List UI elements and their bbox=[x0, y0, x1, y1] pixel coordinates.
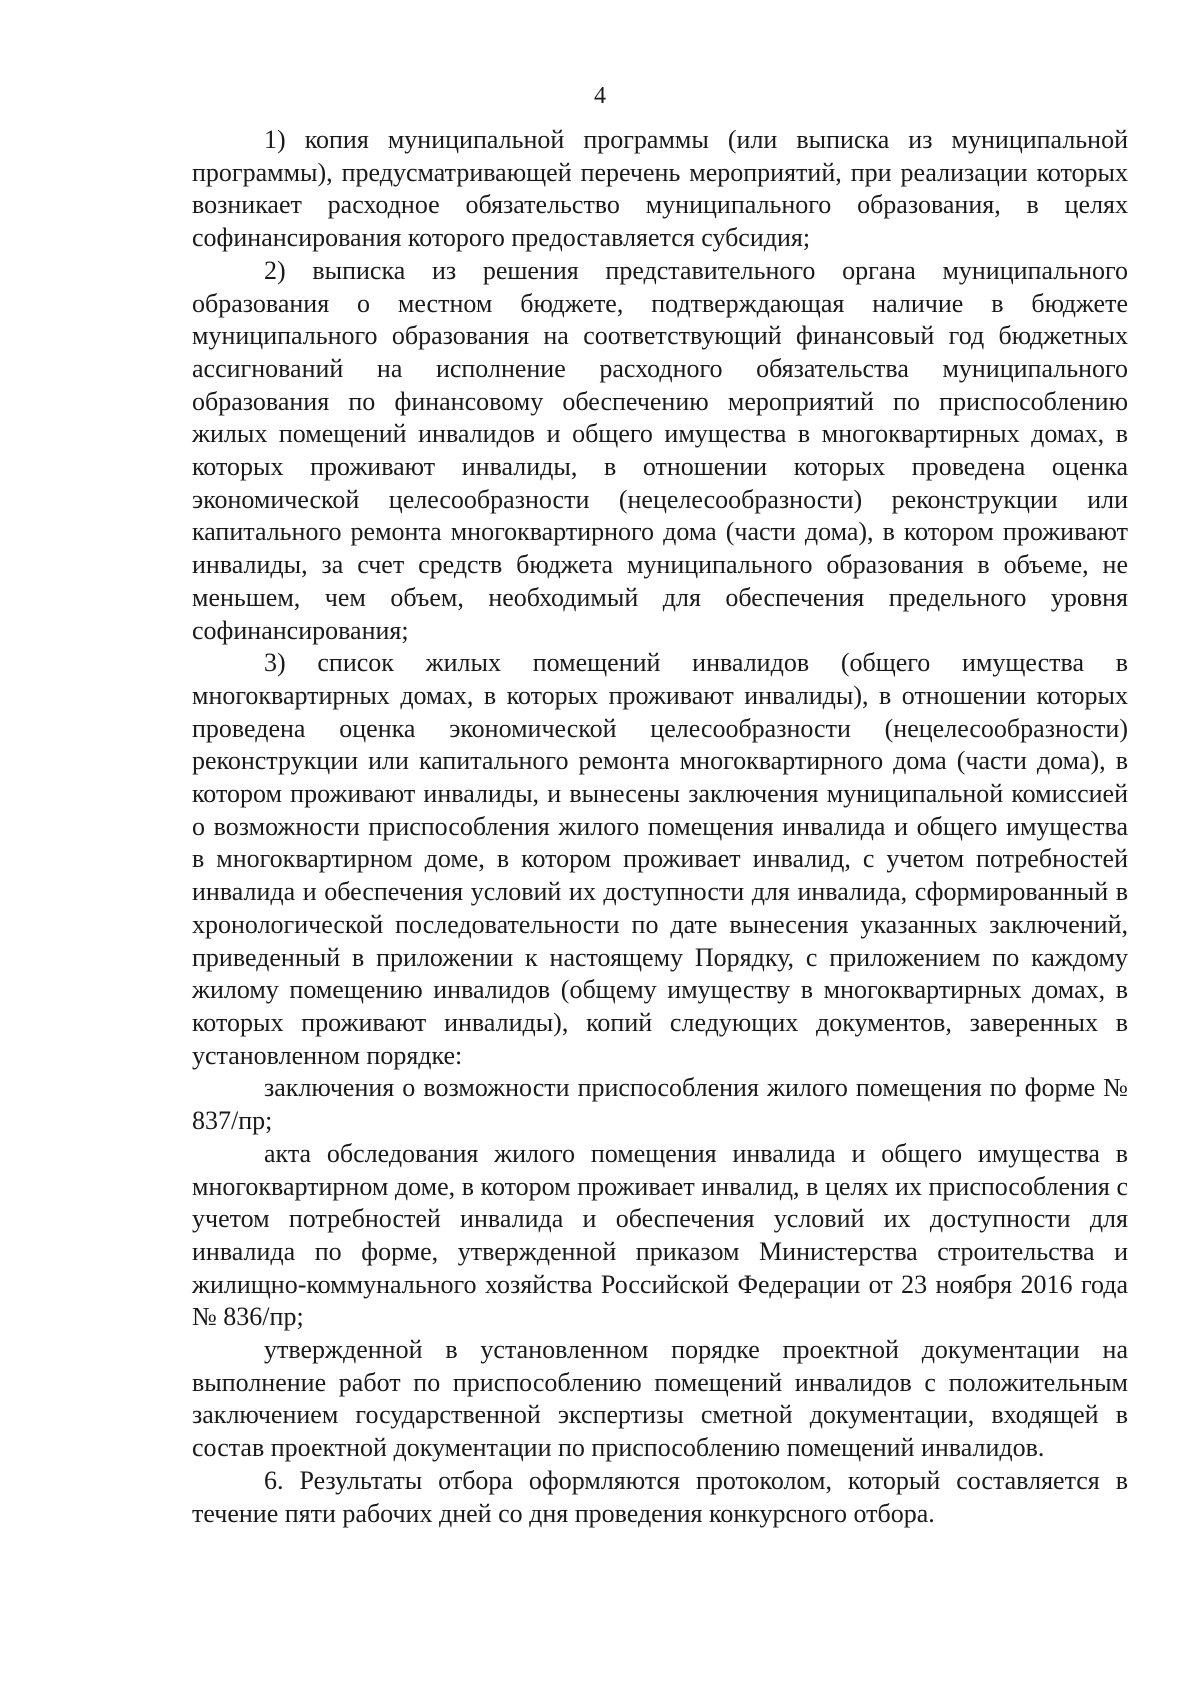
page-number: 4 bbox=[594, 83, 606, 109]
paragraph-section-6: 6. Результаты отбора оформляются протоколом, который составляется в течение пяти рабочих дней со дня проведения конкурсного отбора. bbox=[192, 1465, 1128, 1528]
paragraph-conclusion-form: заключения о возможности приспособления жилого помещения по форме № 837/пр; bbox=[192, 1073, 1128, 1136]
paragraph-item-2: 2) выписка из решения представительного органа муниципального образования о местном бюджете, подтверждающая наличие в бюджете муниципального образования на соответствующий финансовый год бюджетных ассигнований на исполнение расходного обязательства муниципального образования по финансовому обеспечению мероприятий по приспособлению жилых помещений инвалидов и общего имущества в многоквартирных домах, в которых проживают инвалиды, в отношении которых проведена оценка экономической целесообразности (нецелесообразности) реконструкции или капитального ремонта многоквартирного дома (части дома), в котором проживают инвалиды, за счет средств бюджета муниципального образования в объеме, не меньшем, чем объем, необходимый для обеспечения предельного уровня софинансирования; bbox=[192, 255, 1128, 645]
paragraph-item-3: 3) список жилых помещений инвалидов (общего имущества в многоквартирных домах, в которых проживают инвалиды), в отношении которых проведена оценка экономической целесообразности (нецелесообразности) реконструкции или капитального ремонта многоквартирного дома (части дома), в котором проживают инвалиды, и вынесены заключения муниципальной комиссией о возможности приспособления жилого помещения инвалида и общего имущества в многоквартирном доме, в котором проживает инвалид, с учетом потребностей инвалида и обеспечения условий их доступности для инвалида, сформированный в хронологической последовательности по дате вынесения указанных заключений, приведенный в приложении к настоящему Порядку, с приложением по каждому жилому помещению инвалидов (общему имуществу в многоквартирных домах, в которых проживают инвалиды), копий следующих документов, заверенных в установленном порядке: bbox=[192, 648, 1128, 1070]
paragraph-inspection-act: акта обследования жилого помещения инвалида и общего имущества в многоквартирном доме, в котором проживает инвалид, в целях их приспособления с учетом потребностей инвалида и обеспечения условий их доступности для инвалида по форме, утвержденной приказом Министерства строительства и жилищно-коммунального хозяйства Российской Федерации от 23 ноября 2016 года № 836/пр; bbox=[192, 1138, 1128, 1332]
paragraph-project-documentation: утвержденной в установленном порядке проектной документации на выполнение работ по приспособлению помещений инвалидов с положительным заключением государственной экспертизы сметной документации, входящей в состав проектной документации по приспособлению помещений инвалидов. bbox=[192, 1335, 1128, 1463]
paragraph-item-1: 1) копия муниципальной программы (или выписка из муниципальной программы), предусматривающей перечень мероприятий, при реализации которых возникает расходное обязательство муниципального образования, в целях софинансирования которого предоставляется субсидия; bbox=[192, 125, 1128, 253]
document-body bbox=[192, 124, 1128, 1530]
